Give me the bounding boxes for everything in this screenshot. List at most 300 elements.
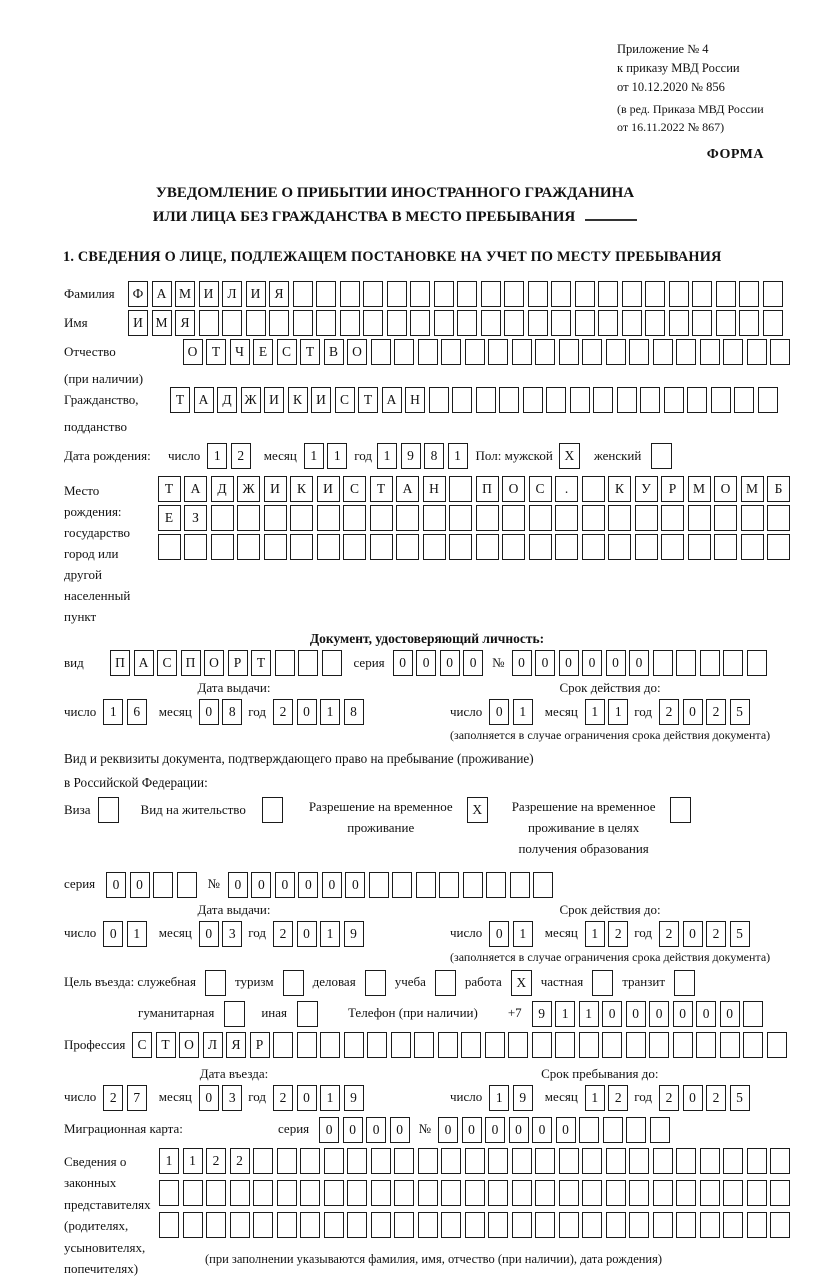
- char-cell[interactable]: [723, 339, 743, 365]
- char-cell[interactable]: [741, 505, 764, 531]
- char-cell[interactable]: [546, 387, 566, 413]
- char-cell[interactable]: [582, 1180, 602, 1206]
- char-cell[interactable]: 0: [251, 872, 271, 898]
- char-cell[interactable]: [622, 281, 642, 307]
- residence-number-input[interactable]: [228, 872, 554, 898]
- char-cell[interactable]: 5: [730, 921, 750, 947]
- char-cell[interactable]: 2: [706, 1085, 726, 1111]
- char-cell[interactable]: [230, 1212, 250, 1238]
- char-cell[interactable]: [629, 1212, 649, 1238]
- char-cell[interactable]: Д: [217, 387, 237, 413]
- char-cell[interactable]: [551, 310, 571, 336]
- char-cell[interactable]: [575, 310, 595, 336]
- char-cell[interactable]: [158, 534, 181, 560]
- id-doc-type-input[interactable]: [110, 650, 342, 676]
- char-cell[interactable]: [441, 1148, 461, 1174]
- char-cell[interactable]: 2: [206, 1148, 226, 1174]
- char-cell[interactable]: С: [277, 339, 297, 365]
- char-cell[interactable]: 0: [106, 872, 126, 898]
- char-cell[interactable]: [394, 339, 414, 365]
- char-cell[interactable]: 1: [304, 443, 324, 469]
- char-cell[interactable]: [277, 1148, 297, 1174]
- char-cell[interactable]: [535, 1180, 555, 1206]
- char-cell[interactable]: [653, 1212, 673, 1238]
- char-cell[interactable]: [640, 387, 660, 413]
- char-cell[interactable]: 0: [416, 650, 436, 676]
- purpose-other-checkbox[interactable]: [297, 1001, 318, 1027]
- char-cell[interactable]: 3: [222, 921, 242, 947]
- char-cell[interactable]: 1: [377, 443, 397, 469]
- char-cell[interactable]: О: [714, 476, 737, 502]
- char-cell[interactable]: [714, 534, 737, 560]
- representatives-line3-input[interactable]: [159, 1212, 790, 1238]
- char-cell[interactable]: [743, 1001, 763, 1027]
- char-cell[interactable]: [394, 1180, 414, 1206]
- char-cell[interactable]: 0: [485, 1117, 505, 1143]
- char-cell[interactable]: Т: [370, 476, 393, 502]
- char-cell[interactable]: Т: [206, 339, 226, 365]
- char-cell[interactable]: 9: [532, 1001, 552, 1027]
- char-cell[interactable]: [340, 281, 360, 307]
- char-cell[interactable]: С: [157, 650, 177, 676]
- char-cell[interactable]: [264, 534, 287, 560]
- char-cell[interactable]: [206, 1212, 226, 1238]
- char-cell[interactable]: [461, 1032, 481, 1058]
- char-cell[interactable]: [441, 1180, 461, 1206]
- char-cell[interactable]: [275, 650, 295, 676]
- char-cell[interactable]: [608, 505, 631, 531]
- char-cell[interactable]: [363, 281, 383, 307]
- char-cell[interactable]: 0: [298, 872, 318, 898]
- char-cell[interactable]: [488, 1148, 508, 1174]
- char-cell[interactable]: 0: [130, 872, 150, 898]
- char-cell[interactable]: [457, 310, 477, 336]
- char-cell[interactable]: М: [741, 476, 764, 502]
- char-cell[interactable]: [700, 1148, 720, 1174]
- char-cell[interactable]: [720, 1032, 740, 1058]
- char-cell[interactable]: [559, 1148, 579, 1174]
- char-cell[interactable]: 0: [462, 1117, 482, 1143]
- char-cell[interactable]: М: [152, 310, 172, 336]
- char-cell[interactable]: [653, 650, 673, 676]
- char-cell[interactable]: Ф: [128, 281, 148, 307]
- char-cell[interactable]: К: [290, 476, 313, 502]
- purpose-official-checkbox[interactable]: [205, 970, 226, 996]
- char-cell[interactable]: Я: [226, 1032, 246, 1058]
- char-cell[interactable]: [434, 310, 454, 336]
- char-cell[interactable]: [320, 1032, 340, 1058]
- char-cell[interactable]: Д: [211, 476, 234, 502]
- char-cell[interactable]: [429, 387, 449, 413]
- char-cell[interactable]: 0: [673, 1001, 693, 1027]
- char-cell[interactable]: З: [184, 505, 207, 531]
- residence-expiry-month-input[interactable]: [585, 921, 629, 947]
- char-cell[interactable]: 2: [706, 699, 726, 725]
- char-cell[interactable]: [488, 339, 508, 365]
- char-cell[interactable]: [343, 505, 366, 531]
- char-cell[interactable]: 2: [659, 699, 679, 725]
- char-cell[interactable]: [394, 1212, 414, 1238]
- char-cell[interactable]: 0: [582, 650, 602, 676]
- char-cell[interactable]: 2: [231, 443, 251, 469]
- char-cell[interactable]: О: [179, 1032, 199, 1058]
- char-cell[interactable]: [582, 505, 605, 531]
- char-cell[interactable]: [317, 534, 340, 560]
- char-cell[interactable]: [559, 1180, 579, 1206]
- char-cell[interactable]: 1: [608, 699, 628, 725]
- char-cell[interactable]: [767, 534, 790, 560]
- char-cell[interactable]: [211, 534, 234, 560]
- rvp-checkbox[interactable]: X: [467, 797, 488, 823]
- char-cell[interactable]: [626, 1032, 646, 1058]
- char-cell[interactable]: 0: [103, 921, 123, 947]
- char-cell[interactable]: [700, 1180, 720, 1206]
- visa-checkbox[interactable]: [98, 797, 119, 823]
- char-cell[interactable]: 0: [297, 1085, 317, 1111]
- char-cell[interactable]: 9: [344, 921, 364, 947]
- char-cell[interactable]: [770, 1148, 790, 1174]
- char-cell[interactable]: М: [175, 281, 195, 307]
- id-doc-number-input[interactable]: [512, 650, 767, 676]
- char-cell[interactable]: [688, 534, 711, 560]
- char-cell[interactable]: [635, 534, 658, 560]
- char-cell[interactable]: П: [110, 650, 130, 676]
- char-cell[interactable]: 5: [730, 699, 750, 725]
- char-cell[interactable]: [593, 387, 613, 413]
- char-cell[interactable]: Т: [251, 650, 271, 676]
- char-cell[interactable]: [692, 310, 712, 336]
- char-cell[interactable]: О: [347, 339, 367, 365]
- char-cell[interactable]: [582, 534, 605, 560]
- char-cell[interactable]: 2: [608, 1085, 628, 1111]
- char-cell[interactable]: [322, 650, 342, 676]
- char-cell[interactable]: [629, 1180, 649, 1206]
- char-cell[interactable]: [551, 281, 571, 307]
- char-cell[interactable]: [253, 1180, 273, 1206]
- char-cell[interactable]: [696, 1032, 716, 1058]
- char-cell[interactable]: [465, 1148, 485, 1174]
- char-cell[interactable]: Ч: [230, 339, 250, 365]
- char-cell[interactable]: [414, 1032, 434, 1058]
- char-cell[interactable]: [300, 1148, 320, 1174]
- char-cell[interactable]: 0: [626, 1001, 646, 1027]
- char-cell[interactable]: 1: [207, 443, 227, 469]
- char-cell[interactable]: [434, 281, 454, 307]
- char-cell[interactable]: 0: [683, 1085, 703, 1111]
- char-cell[interactable]: У: [635, 476, 658, 502]
- char-cell[interactable]: 1: [513, 921, 533, 947]
- char-cell[interactable]: 0: [629, 650, 649, 676]
- char-cell[interactable]: [687, 387, 707, 413]
- char-cell[interactable]: 0: [509, 1117, 529, 1143]
- char-cell[interactable]: [688, 505, 711, 531]
- char-cell[interactable]: [626, 1117, 646, 1143]
- birth-month-input[interactable]: [304, 443, 348, 469]
- char-cell[interactable]: 1: [489, 1085, 509, 1111]
- char-cell[interactable]: 9: [513, 1085, 533, 1111]
- char-cell[interactable]: [700, 1212, 720, 1238]
- char-cell[interactable]: [676, 339, 696, 365]
- char-cell[interactable]: 8: [222, 699, 242, 725]
- char-cell[interactable]: 1: [103, 699, 123, 725]
- char-cell[interactable]: 0: [649, 1001, 669, 1027]
- char-cell[interactable]: 0: [319, 1117, 339, 1143]
- char-cell[interactable]: И: [199, 281, 219, 307]
- char-cell[interactable]: [465, 1212, 485, 1238]
- surname-input[interactable]: [128, 281, 783, 307]
- char-cell[interactable]: [418, 1212, 438, 1238]
- migration-seria-input[interactable]: [319, 1117, 410, 1143]
- char-cell[interactable]: 0: [228, 872, 248, 898]
- char-cell[interactable]: 0: [696, 1001, 716, 1027]
- char-cell[interactable]: [734, 387, 754, 413]
- char-cell[interactable]: [653, 1180, 673, 1206]
- char-cell[interactable]: Р: [661, 476, 684, 502]
- char-cell[interactable]: [676, 650, 696, 676]
- char-cell[interactable]: К: [608, 476, 631, 502]
- char-cell[interactable]: [371, 339, 391, 365]
- id-expiry-month-input[interactable]: [585, 699, 629, 725]
- char-cell[interactable]: Ж: [237, 476, 260, 502]
- char-cell[interactable]: [206, 1180, 226, 1206]
- char-cell[interactable]: [606, 339, 626, 365]
- char-cell[interactable]: [392, 872, 412, 898]
- char-cell[interactable]: [317, 505, 340, 531]
- char-cell[interactable]: [199, 310, 219, 336]
- residence-expiry-year-input[interactable]: [659, 921, 750, 947]
- char-cell[interactable]: [716, 281, 736, 307]
- char-cell[interactable]: [669, 310, 689, 336]
- char-cell[interactable]: [529, 534, 552, 560]
- char-cell[interactable]: 0: [393, 650, 413, 676]
- char-cell[interactable]: 5: [730, 1085, 750, 1111]
- char-cell[interactable]: [508, 1032, 528, 1058]
- char-cell[interactable]: 8: [344, 699, 364, 725]
- char-cell[interactable]: 0: [343, 1117, 363, 1143]
- char-cell[interactable]: [324, 1148, 344, 1174]
- char-cell[interactable]: [324, 1212, 344, 1238]
- char-cell[interactable]: [758, 387, 778, 413]
- char-cell[interactable]: [711, 387, 731, 413]
- char-cell[interactable]: [324, 1180, 344, 1206]
- representatives-line1-input[interactable]: [159, 1148, 790, 1174]
- char-cell[interactable]: [676, 1180, 696, 1206]
- char-cell[interactable]: [723, 1212, 743, 1238]
- gender-male-checkbox[interactable]: X: [559, 443, 580, 469]
- char-cell[interactable]: [529, 505, 552, 531]
- char-cell[interactable]: [481, 281, 501, 307]
- char-cell[interactable]: 0: [463, 650, 483, 676]
- char-cell[interactable]: [512, 339, 532, 365]
- char-cell[interactable]: Я: [175, 310, 195, 336]
- char-cell[interactable]: [370, 505, 393, 531]
- char-cell[interactable]: Т: [156, 1032, 176, 1058]
- char-cell[interactable]: [394, 1148, 414, 1174]
- char-cell[interactable]: [664, 387, 684, 413]
- char-cell[interactable]: 0: [366, 1117, 386, 1143]
- char-cell[interactable]: [661, 534, 684, 560]
- char-cell[interactable]: [457, 281, 477, 307]
- char-cell[interactable]: [441, 1212, 461, 1238]
- char-cell[interactable]: [555, 505, 578, 531]
- char-cell[interactable]: 1: [320, 1085, 340, 1111]
- char-cell[interactable]: Л: [222, 281, 242, 307]
- char-cell[interactable]: [570, 387, 590, 413]
- char-cell[interactable]: [297, 1032, 317, 1058]
- char-cell[interactable]: 0: [345, 872, 365, 898]
- char-cell[interactable]: [423, 534, 446, 560]
- char-cell[interactable]: Я: [269, 281, 289, 307]
- char-cell[interactable]: [676, 1212, 696, 1238]
- char-cell[interactable]: [629, 1148, 649, 1174]
- char-cell[interactable]: [153, 872, 173, 898]
- char-cell[interactable]: [300, 1180, 320, 1206]
- char-cell[interactable]: [579, 1032, 599, 1058]
- char-cell[interactable]: [629, 339, 649, 365]
- residence-expiry-day-input[interactable]: [489, 921, 533, 947]
- id-expiry-day-input[interactable]: [489, 699, 533, 725]
- char-cell[interactable]: [273, 1032, 293, 1058]
- char-cell[interactable]: [649, 1032, 669, 1058]
- purpose-humanitarian-checkbox[interactable]: [224, 1001, 245, 1027]
- char-cell[interactable]: 9: [344, 1085, 364, 1111]
- char-cell[interactable]: [371, 1148, 391, 1174]
- char-cell[interactable]: [714, 505, 737, 531]
- char-cell[interactable]: 1: [513, 699, 533, 725]
- char-cell[interactable]: [676, 1148, 696, 1174]
- char-cell[interactable]: [410, 281, 430, 307]
- char-cell[interactable]: 0: [322, 872, 342, 898]
- char-cell[interactable]: [653, 1148, 673, 1174]
- char-cell[interactable]: 0: [297, 921, 317, 947]
- char-cell[interactable]: [391, 1032, 411, 1058]
- char-cell[interactable]: [418, 339, 438, 365]
- char-cell[interactable]: [222, 310, 242, 336]
- char-cell[interactable]: [253, 1148, 273, 1174]
- char-cell[interactable]: 2: [230, 1148, 250, 1174]
- profession-input[interactable]: [132, 1032, 787, 1058]
- char-cell[interactable]: [369, 872, 389, 898]
- char-cell[interactable]: [418, 1180, 438, 1206]
- char-cell[interactable]: [523, 387, 543, 413]
- char-cell[interactable]: С: [343, 476, 366, 502]
- char-cell[interactable]: [504, 310, 524, 336]
- char-cell[interactable]: И: [128, 310, 148, 336]
- char-cell[interactable]: [499, 387, 519, 413]
- char-cell[interactable]: [622, 310, 642, 336]
- phone-input[interactable]: [532, 1001, 764, 1027]
- id-issue-year-input[interactable]: [273, 699, 364, 725]
- char-cell[interactable]: И: [317, 476, 340, 502]
- char-cell[interactable]: [653, 339, 673, 365]
- char-cell[interactable]: [603, 1117, 623, 1143]
- char-cell[interactable]: В: [324, 339, 344, 365]
- char-cell[interactable]: [347, 1212, 367, 1238]
- char-cell[interactable]: 0: [559, 650, 579, 676]
- char-cell[interactable]: 9: [401, 443, 421, 469]
- char-cell[interactable]: [183, 1212, 203, 1238]
- char-cell[interactable]: А: [152, 281, 172, 307]
- char-cell[interactable]: Н: [423, 476, 446, 502]
- char-cell[interactable]: [277, 1180, 297, 1206]
- char-cell[interactable]: [371, 1212, 391, 1238]
- char-cell[interactable]: Н: [405, 387, 425, 413]
- char-cell[interactable]: [606, 1148, 626, 1174]
- char-cell[interactable]: [237, 505, 260, 531]
- char-cell[interactable]: [763, 281, 783, 307]
- char-cell[interactable]: [743, 1032, 763, 1058]
- char-cell[interactable]: [645, 310, 665, 336]
- char-cell[interactable]: 0: [199, 1085, 219, 1111]
- char-cell[interactable]: [512, 1180, 532, 1206]
- char-cell[interactable]: [606, 1212, 626, 1238]
- stay-month-input[interactable]: [585, 1085, 629, 1111]
- char-cell[interactable]: 1: [327, 443, 347, 469]
- char-cell[interactable]: 8: [424, 443, 444, 469]
- char-cell[interactable]: Е: [253, 339, 273, 365]
- char-cell[interactable]: [579, 1117, 599, 1143]
- char-cell[interactable]: [488, 1180, 508, 1206]
- stay-day-input[interactable]: [489, 1085, 533, 1111]
- char-cell[interactable]: 0: [275, 872, 295, 898]
- char-cell[interactable]: 0: [438, 1117, 458, 1143]
- char-cell[interactable]: [661, 505, 684, 531]
- char-cell[interactable]: Е: [158, 505, 181, 531]
- char-cell[interactable]: [159, 1180, 179, 1206]
- char-cell[interactable]: [559, 339, 579, 365]
- char-cell[interactable]: [606, 1180, 626, 1206]
- char-cell[interactable]: Т: [170, 387, 190, 413]
- residence-issue-day-input[interactable]: [103, 921, 147, 947]
- char-cell[interactable]: 7: [127, 1085, 147, 1111]
- birthplace-line3-input[interactable]: [158, 534, 791, 560]
- char-cell[interactable]: 1: [579, 1001, 599, 1027]
- char-cell[interactable]: Т: [300, 339, 320, 365]
- char-cell[interactable]: [246, 310, 266, 336]
- char-cell[interactable]: 2: [659, 1085, 679, 1111]
- char-cell[interactable]: [700, 650, 720, 676]
- char-cell[interactable]: [533, 872, 553, 898]
- char-cell[interactable]: И: [264, 387, 284, 413]
- char-cell[interactable]: 0: [535, 650, 555, 676]
- char-cell[interactable]: [504, 281, 524, 307]
- char-cell[interactable]: [449, 476, 472, 502]
- char-cell[interactable]: [767, 1032, 787, 1058]
- char-cell[interactable]: [340, 310, 360, 336]
- char-cell[interactable]: [747, 650, 767, 676]
- char-cell[interactable]: [476, 534, 499, 560]
- char-cell[interactable]: [528, 281, 548, 307]
- char-cell[interactable]: [476, 387, 496, 413]
- char-cell[interactable]: [692, 281, 712, 307]
- char-cell[interactable]: 2: [608, 921, 628, 947]
- char-cell[interactable]: П: [476, 476, 499, 502]
- char-cell[interactable]: [582, 339, 602, 365]
- char-cell[interactable]: 1: [448, 443, 468, 469]
- char-cell[interactable]: [723, 1148, 743, 1174]
- char-cell[interactable]: 0: [532, 1117, 552, 1143]
- char-cell[interactable]: [747, 1212, 767, 1238]
- purpose-tourism-checkbox[interactable]: [283, 970, 304, 996]
- id-doc-seria-input[interactable]: [393, 650, 484, 676]
- char-cell[interactable]: 1: [320, 921, 340, 947]
- char-cell[interactable]: [264, 505, 287, 531]
- char-cell[interactable]: [452, 387, 472, 413]
- char-cell[interactable]: 1: [555, 1001, 575, 1027]
- char-cell[interactable]: А: [382, 387, 402, 413]
- char-cell[interactable]: О: [204, 650, 224, 676]
- char-cell[interactable]: [770, 1180, 790, 1206]
